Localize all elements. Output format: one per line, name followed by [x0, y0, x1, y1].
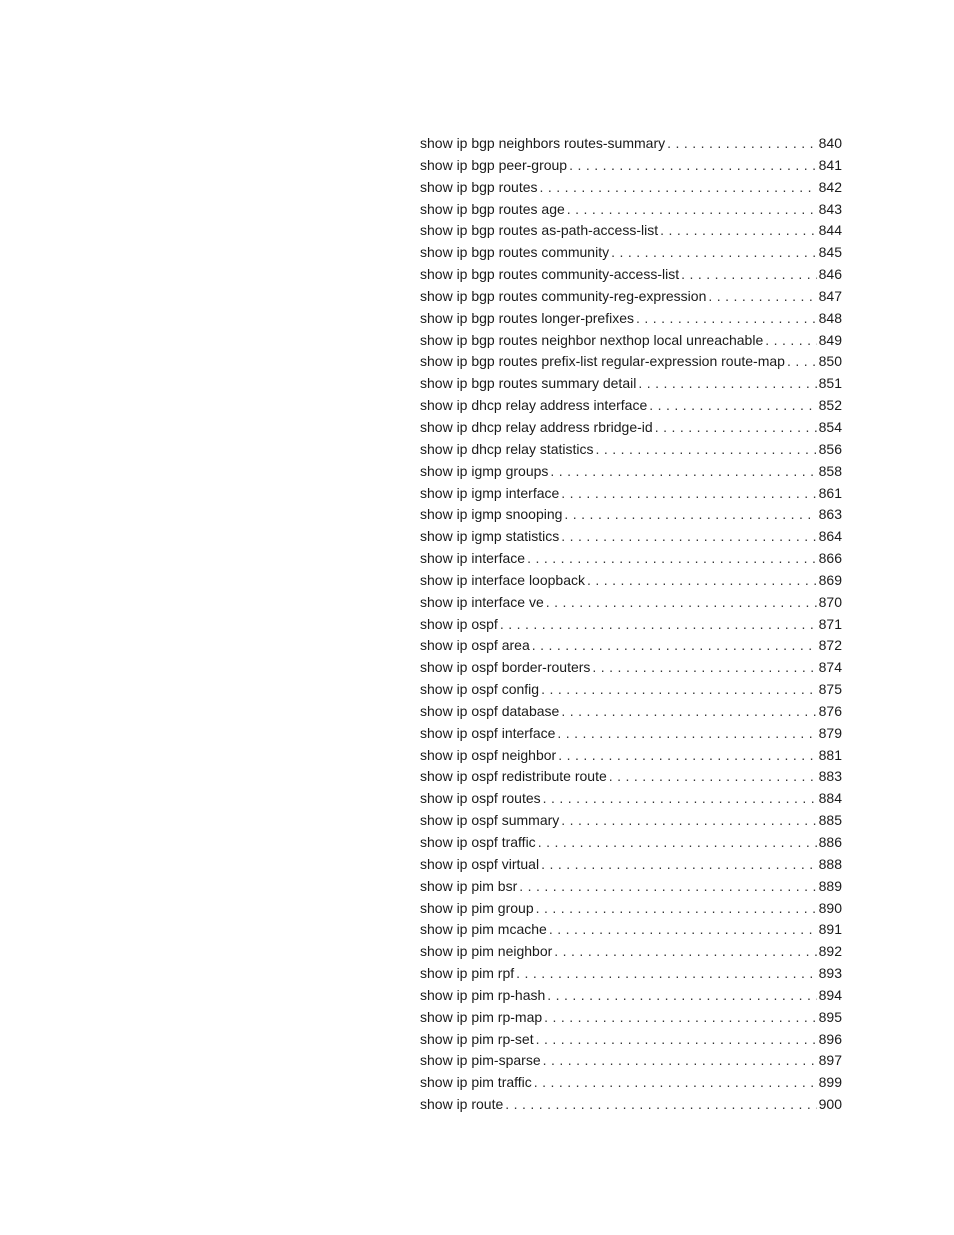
toc-entry[interactable] [420, 483, 842, 505]
dot-leader [667, 133, 817, 155]
toc-entry-title[interactable]: show ip ospf border-routers [420, 659, 591, 676]
dot-leader [527, 548, 817, 570]
dot-leader [557, 723, 816, 745]
dot-leader [547, 985, 816, 1007]
toc-entry-page-number[interactable]: 854 [818, 418, 842, 435]
toc-entry-page-number[interactable]: 899 [818, 1074, 842, 1091]
toc-entry[interactable] [420, 919, 842, 941]
toc-entry-page-number[interactable]: 876 [818, 702, 842, 719]
toc-entry[interactable] [420, 133, 842, 155]
dot-leader [569, 155, 817, 177]
toc-entry[interactable] [420, 395, 842, 417]
toc-entry[interactable] [420, 155, 842, 177]
toc-entry-page-number[interactable]: 896 [818, 1030, 842, 1047]
toc-entry-title[interactable]: show ip ospf interface [420, 724, 556, 741]
toc-entry-page-number[interactable]: 841 [818, 156, 842, 173]
dot-leader [543, 788, 817, 810]
dot-leader [564, 504, 816, 526]
toc-entry[interactable] [420, 526, 842, 548]
toc-entry[interactable] [420, 1050, 842, 1072]
toc-entry[interactable] [420, 876, 842, 898]
table-of-contents [420, 133, 842, 1116]
toc-entry-title[interactable]: show ip bgp routes age [420, 200, 565, 217]
toc-entry-title[interactable]: show ip pim group [420, 899, 534, 916]
toc-entry-page-number[interactable]: 870 [818, 593, 842, 610]
toc-entry-page-number[interactable]: 852 [818, 397, 842, 414]
toc-entry[interactable] [420, 854, 842, 876]
toc-entry-page-number[interactable]: 888 [818, 855, 842, 872]
dot-leader [596, 439, 817, 461]
toc-entry-page-number[interactable]: 844 [818, 222, 842, 239]
dot-leader [540, 177, 817, 199]
toc-entry-title[interactable]: show ip bgp routes community-reg-expression [420, 287, 707, 304]
dot-leader [561, 701, 816, 723]
toc-entry-title[interactable]: show ip interface loopback [420, 571, 585, 588]
toc-entry-title[interactable]: show ip pim rp-set [420, 1030, 534, 1047]
toc-entry-page-number[interactable]: 889 [818, 877, 842, 894]
toc-entry-page-number[interactable]: 842 [818, 178, 842, 195]
toc-entry-page-number[interactable]: 847 [818, 287, 842, 304]
toc-entry[interactable] [420, 701, 842, 723]
toc-entry[interactable] [420, 330, 842, 352]
toc-entry-title[interactable]: show ip ospf config [420, 681, 540, 698]
toc-entry[interactable] [420, 417, 842, 439]
toc-entry-title[interactable]: show ip ospf traffic [420, 834, 536, 850]
dot-leader [538, 832, 817, 854]
toc-entry-page-number[interactable]: 890 [818, 899, 842, 916]
toc-entry[interactable] [420, 504, 842, 526]
toc-entry-title[interactable]: show ip ospf summary [420, 812, 560, 829]
toc-entry-page-number[interactable]: 883 [818, 768, 842, 785]
toc-entry[interactable] [420, 898, 842, 920]
toc-entry-page-number[interactable]: 846 [818, 266, 842, 283]
dot-leader [519, 876, 816, 898]
toc-entry[interactable] [420, 941, 842, 963]
dot-leader [543, 1050, 817, 1072]
dot-leader [549, 919, 817, 941]
toc-entry[interactable] [420, 199, 842, 221]
toc-entry-title[interactable]: show ip pim rpf [420, 965, 515, 982]
toc-entry-page-number[interactable]: 856 [818, 440, 842, 457]
dot-leader [558, 745, 816, 767]
toc-entry-title[interactable]: show ip dhcp relay address interface [420, 397, 648, 414]
toc-entry[interactable] [420, 635, 842, 657]
toc-entry-title[interactable]: show ip dhcp relay statistics [420, 440, 594, 457]
toc-entry-page-number[interactable]: 879 [818, 724, 842, 741]
toc-entry-title[interactable]: show ip bgp routes prefix-list regular-expression route-map [420, 353, 785, 370]
toc-entry[interactable] [420, 439, 842, 461]
toc-entry[interactable] [420, 1094, 842, 1116]
toc-entry-title[interactable]: show ip pim rp-map [420, 1008, 543, 1025]
toc-entry-page-number[interactable]: 895 [818, 1008, 842, 1025]
dot-leader [681, 264, 817, 286]
dot-leader [611, 242, 817, 264]
toc-entry[interactable] [420, 745, 842, 767]
toc-entry[interactable] [420, 461, 842, 483]
toc-entry-page-number[interactable]: 861 [818, 484, 842, 501]
toc-entry[interactable] [420, 220, 842, 242]
toc-entry-title[interactable]: show ip pim mcache [420, 921, 547, 938]
dot-leader [505, 1094, 816, 1116]
toc-entry-page-number[interactable]: 881 [818, 746, 842, 763]
toc-entry-page-number[interactable]: 897 [818, 1052, 842, 1069]
dot-leader [561, 483, 816, 505]
dot-leader [546, 592, 817, 614]
toc-entry[interactable] [420, 832, 842, 854]
toc-entry-title[interactable]: show ip ospf virtual [420, 855, 540, 872]
dot-leader [567, 199, 817, 221]
toc-entry[interactable] [420, 570, 842, 592]
toc-entry-page-number[interactable]: 849 [818, 331, 842, 348]
toc-entry[interactable] [420, 373, 842, 395]
toc-entry-title[interactable]: show ip ospf [420, 615, 498, 632]
toc-entry-page-number[interactable]: 886 [818, 834, 842, 850]
toc-entry-page-number[interactable]: 894 [818, 986, 842, 1003]
toc-entry-page-number[interactable]: 864 [818, 528, 842, 545]
toc-entry-title[interactable]: show ip pim rp-hash [420, 986, 546, 1003]
toc-entry[interactable] [420, 985, 842, 1007]
toc-entry-page-number[interactable]: 845 [818, 244, 842, 261]
dot-leader [536, 898, 817, 920]
toc-entry-page-number[interactable]: 863 [818, 506, 842, 523]
toc-entry-title[interactable]: show ip igmp groups [420, 462, 549, 479]
dot-leader [649, 395, 816, 417]
toc-entry[interactable] [420, 1072, 842, 1094]
dot-leader [544, 1007, 816, 1029]
toc-entry-title[interactable]: show ip ospf area [420, 637, 530, 654]
toc-entry-title[interactable]: show ip ospf routes [420, 790, 541, 807]
toc-entry-page-number[interactable]: 891 [818, 921, 842, 938]
toc-entry-page-number[interactable]: 869 [818, 571, 842, 588]
toc-entry-page-number[interactable]: 893 [818, 965, 842, 982]
dot-leader [541, 679, 817, 701]
toc-entry-title[interactable]: show ip interface ve [420, 593, 544, 610]
toc-entry-title[interactable]: show ip igmp snooping [420, 506, 563, 523]
dot-leader [636, 308, 817, 330]
toc-entry-page-number[interactable]: 871 [818, 615, 842, 632]
toc-entry-title[interactable]: show ip ospf redistribute route [420, 768, 607, 785]
toc-entry-title[interactable]: show ip bgp routes community-access-list [420, 266, 680, 283]
toc-entry-title[interactable]: show ip interface [420, 550, 526, 567]
dot-leader [587, 570, 817, 592]
toc-entry-title[interactable]: show ip route [420, 1096, 504, 1113]
toc-entry[interactable] [420, 177, 842, 199]
dot-leader [638, 373, 816, 395]
toc-entry-page-number[interactable]: 850 [818, 353, 842, 370]
toc-entry-page-number[interactable]: 840 [818, 135, 842, 151]
toc-entry[interactable] [420, 657, 842, 679]
toc-entry[interactable] [420, 286, 842, 308]
dot-leader [554, 941, 816, 963]
toc-entry[interactable] [420, 308, 842, 330]
toc-entry-page-number[interactable]: 892 [818, 943, 842, 960]
dot-leader [550, 461, 816, 483]
dot-leader [561, 526, 816, 548]
toc-entry-title[interactable]: show ip ospf neighbor [420, 746, 557, 763]
dot-leader [655, 417, 817, 439]
toc-entry-title[interactable]: show ip bgp routes longer-prefixes [420, 309, 635, 326]
dot-leader [592, 657, 816, 679]
toc-entry[interactable] [420, 810, 842, 832]
toc-entry-page-number[interactable]: 900 [818, 1096, 842, 1113]
toc-entry-title[interactable]: show ip bgp routes [420, 178, 538, 195]
toc-entry-title[interactable]: show ip bgp routes community [420, 244, 610, 261]
toc-entry-page-number[interactable]: 866 [818, 550, 842, 567]
toc-entry-title[interactable]: show ip igmp statistics [420, 528, 560, 545]
dot-leader [534, 1072, 817, 1094]
toc-entry-title[interactable]: show ip pim neighbor [420, 943, 553, 960]
toc-entry-page-number[interactable]: 872 [818, 637, 842, 654]
toc-entry-page-number[interactable]: 858 [818, 462, 842, 479]
toc-entry[interactable] [420, 592, 842, 614]
toc-entry-title[interactable]: show ip dhcp relay address rbridge-id [420, 418, 653, 435]
dot-leader [536, 1029, 817, 1051]
toc-entry[interactable] [420, 1029, 842, 1051]
toc-entry-title[interactable]: show ip bgp peer-group [420, 156, 568, 173]
toc-entry[interactable] [420, 548, 842, 570]
toc-entry-page-number[interactable]: 875 [818, 681, 842, 698]
toc-entry[interactable] [420, 723, 842, 745]
toc-entry-title[interactable]: show ip pim traffic [420, 1074, 532, 1091]
toc-entry-title[interactable]: show ip bgp routes neighbor nexthop local unreachable [420, 331, 764, 348]
toc-entry[interactable] [420, 614, 842, 636]
toc-entry-title[interactable]: show ip igmp interface [420, 484, 560, 501]
toc-entry[interactable] [420, 788, 842, 810]
dot-leader [787, 351, 817, 373]
toc-entry[interactable] [420, 264, 842, 286]
toc-entry-page-number[interactable]: 874 [818, 659, 842, 676]
dot-leader [660, 220, 817, 242]
toc-entry-title[interactable]: show ip bgp routes summary detail [420, 375, 637, 392]
toc-entry-title[interactable]: show ip pim-sparse [420, 1052, 541, 1069]
toc-entry-page-number[interactable]: 884 [818, 790, 842, 807]
dot-leader [765, 330, 816, 352]
toc-entry[interactable] [420, 679, 842, 701]
toc-entry-title[interactable]: show ip pim bsr [420, 877, 518, 894]
toc-entry[interactable] [420, 242, 842, 264]
dot-leader [532, 635, 817, 657]
toc-entry-title[interactable]: show ip ospf database [420, 702, 560, 719]
toc-entry-title[interactable]: show ip bgp routes as-path-access-list [420, 222, 659, 239]
toc-entry[interactable] [420, 351, 842, 373]
dot-leader [609, 766, 817, 788]
toc-entry-page-number[interactable]: 885 [818, 812, 842, 829]
toc-entry-title[interactable]: show ip bgp neighbors routes-summary [420, 135, 666, 151]
toc-entry-page-number[interactable]: 843 [818, 200, 842, 217]
dot-leader [541, 854, 817, 876]
toc-entry-page-number[interactable]: 851 [818, 375, 842, 392]
dot-leader [561, 810, 816, 832]
toc-entry[interactable] [420, 963, 842, 985]
toc-entry[interactable] [420, 1007, 842, 1029]
dot-leader [516, 963, 816, 985]
toc-entry[interactable] [420, 766, 842, 788]
dot-leader [708, 286, 816, 308]
dot-leader [500, 614, 817, 636]
toc-entry-page-number[interactable]: 848 [818, 309, 842, 326]
